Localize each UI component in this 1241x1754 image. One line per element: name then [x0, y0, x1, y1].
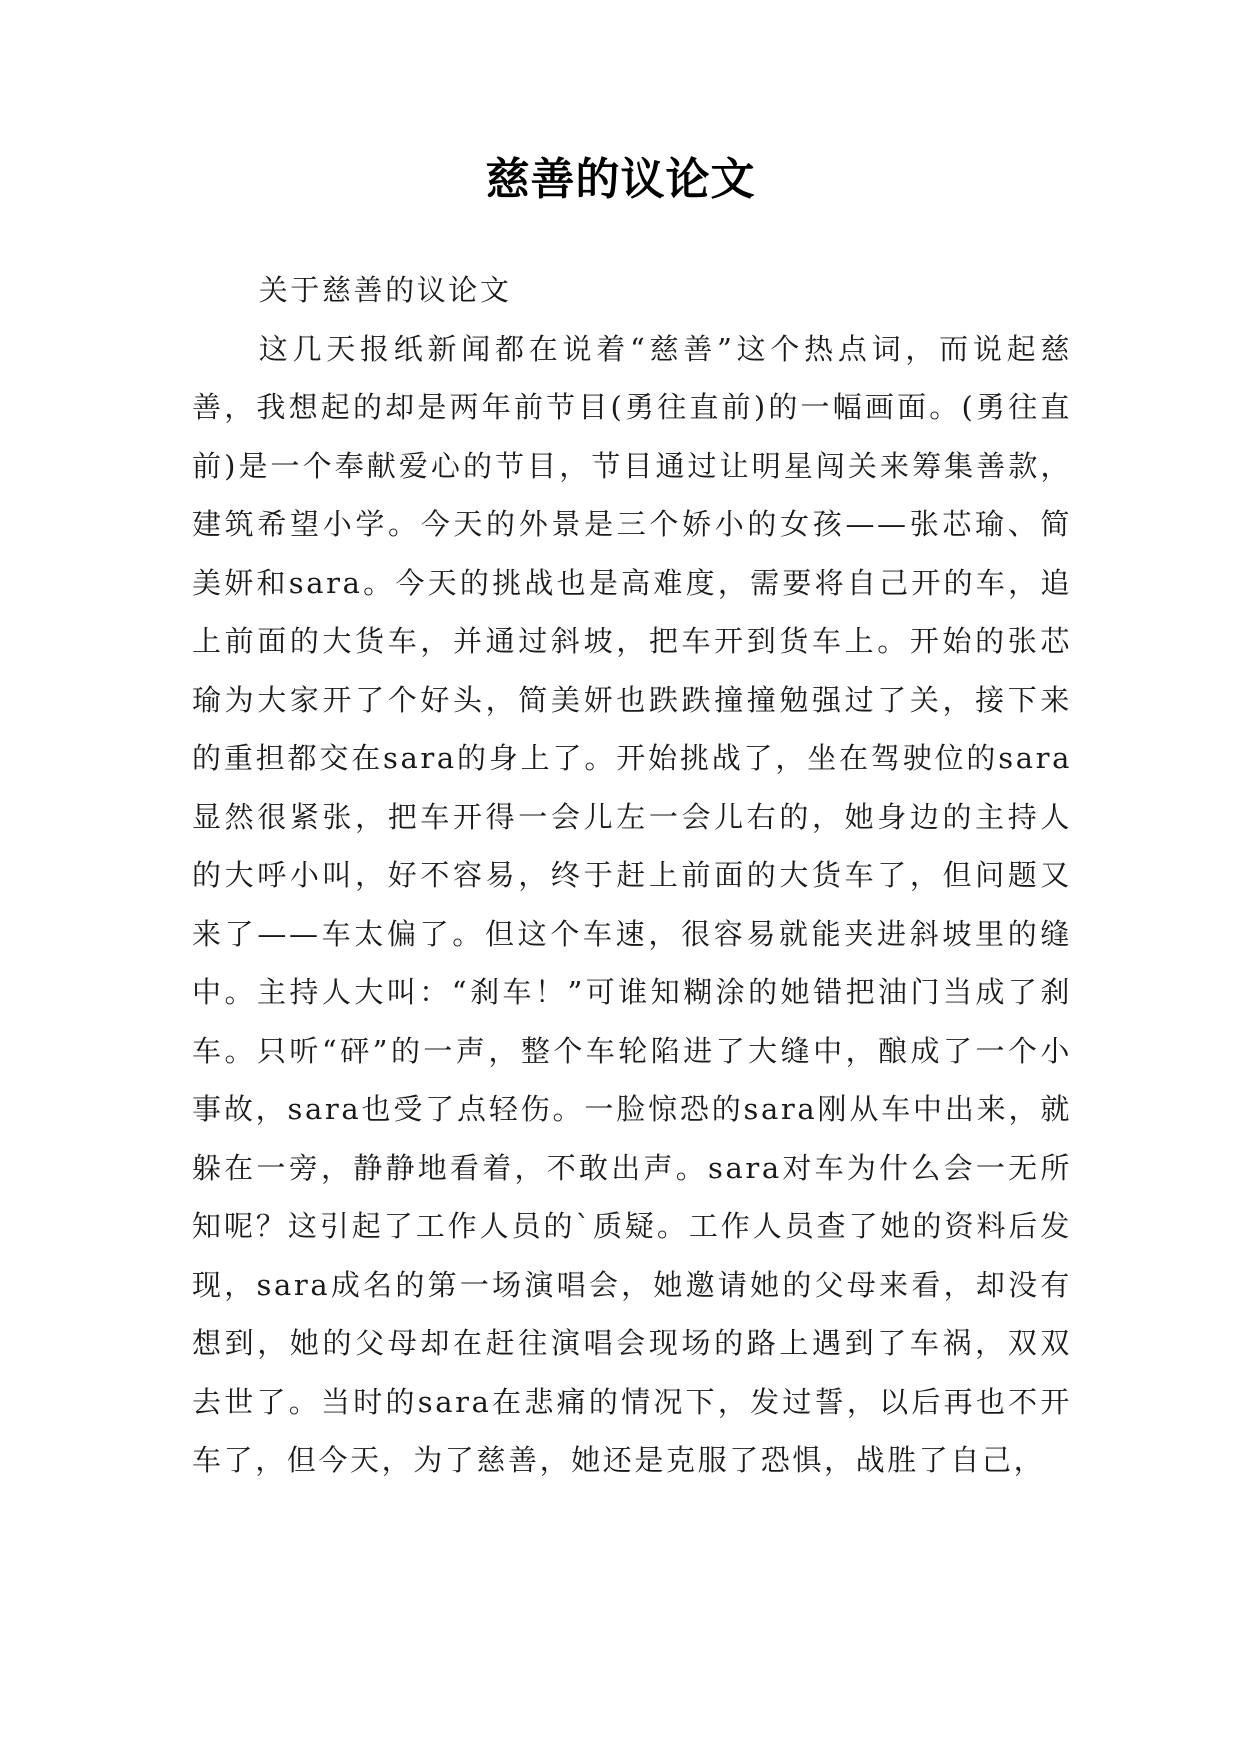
subtitle-line: 关于慈善的议论文 — [258, 273, 512, 307]
document-title: 慈善的议论文 — [485, 154, 756, 205]
document-body — [192, 261, 1072, 1490]
body-paragraph: 这几天报纸新闻都在说着“慈善”这个热点词，而说起慈善，我想起的却是两年前节目(勇往直前)的一幅画面。(勇往直前)是一个奉献爱心的节目，节目通过让明星闯关来筹集善款，建筑希望小学。今天的外景是三个娇小的女孩——张芯瑜、简美妍和sara。今天的挑战也是高难度，需要将自己开的车，追上前面的大货车，并通过斜坡，把车开到货车上。开始的张芯瑜为大家开了个好头，简美妍也跌跌撞撞勉强过了关，接下来的重担都交在sara的身上了。开始挑战了，坐在驾驶位的sara显然很紧张，把车开得一会儿左一会儿右的，她身边的主持人的大呼小叫，好不容易，终于赶上前面的大货车了，但问题又来了——车太偏了。但这个车速，很容易就能夹进斜坡里的缝中。主持人大叫：“刹车！”可谁知糊涂的她错把油门当成了刹车。只听“砰”的一声，整个车轮陷进了大缝中，酿成了一个小事故，sara也受了点轻伤。一脸惊恐的sara刚从车中出来，就躲在一旁，静静地看着，不敢出声。sara对车为什么会一无所知呢？这引起了工作人员的`质疑。工作人员查了她的资料后发现，sara成名的第一场演唱会，她邀请她的父母来看，却没有想到，她的父母却在赶往演唱会现场的路上遇到了车祸，双双去世了。当时的sara在悲痛的情况下，发过誓，以后再也不开车了，但今天，为了慈善，她还是克服了恐惧，战胜了自己， — [192, 331, 1072, 1477]
